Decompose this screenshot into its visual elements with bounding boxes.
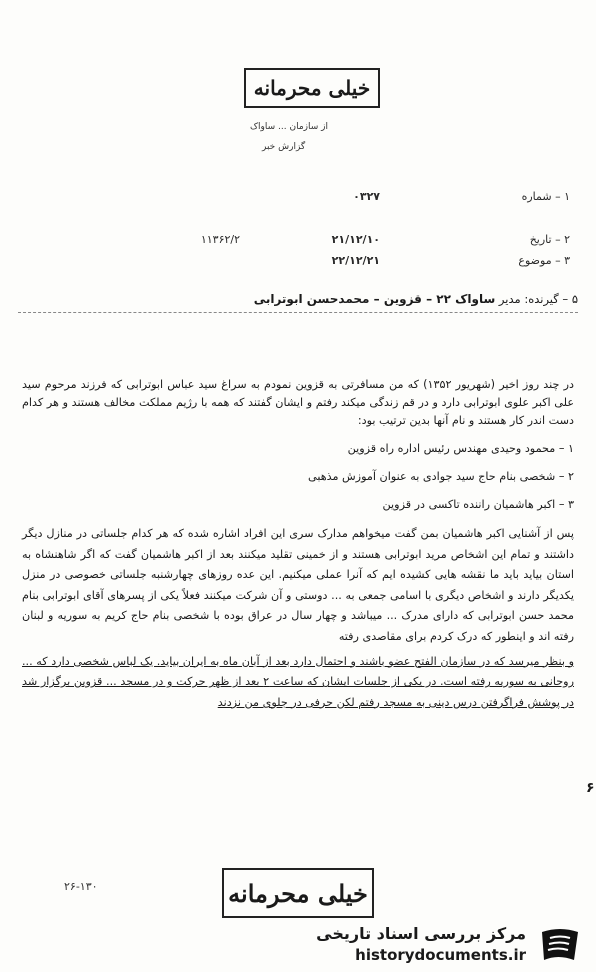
subject-line <box>18 292 578 313</box>
header-row <box>40 190 570 211</box>
subject-label: ۵ – گیرنده: مدیر <box>498 292 578 306</box>
name-list <box>22 440 574 514</box>
header-row-label: ۳ – موضوع <box>518 254 570 267</box>
header-row <box>40 233 570 254</box>
subject-value: ساواک ۲۲ – قزوین – محمدحسن ابوترابی <box>253 292 496 306</box>
paragraph-2: پس از آشنایی اکبر هاشمیان بمن گفت میخواهم مدارک سری این افراد اشاره شده که هر کدام جلساتی در منازل دیگر داشتند و تمام این اشخاص مرید ابوترابی هستند و از خمینی تقلید میکنند بعد از اکبر هاشمیان گفت که اگر شاهنشاه به استان بیاید باید ما نقشه هایی کشیده ایم که آنرا عملی میکنیم. این عده روزهای چهارشنبه جلساتی خصوصی در منزل یکدیگر دارند و اشخاص دیگری با اسامی جمعی به ... دوستی و آن شرکت میکنند فعلاً یکی از پسرهای آقای ابوترابی بنام محمد حسن ابوترابی که دارای مدرک ... میباشد و چهار سال در عراق بوده با شخصی بنام حاج کریم به سوریه و لبنان رفته اند و اینطور که درک کردم برای مقاصدی رفته <box>22 527 574 643</box>
header-row-value: ۲۱/۱۲/۱۰ <box>331 233 380 246</box>
list-item: ۱ – محمود وحیدی مهندس رئیس اداره راه قزوین <box>347 442 574 455</box>
classification-stamp-top: خیلی محرمانه <box>244 68 380 108</box>
header-row-value: ۰۳۲۷ <box>353 190 380 203</box>
scroll-icon <box>536 924 584 966</box>
header-fields <box>40 150 570 275</box>
header-row <box>40 254 570 275</box>
list-item: ۳ – اکبر هاشمیان راننده تاکسی در قزوین <box>382 498 574 511</box>
header-line-1: از سازمان ... ساواک <box>250 122 328 132</box>
header-row-label: ۲ – تاریخ <box>529 233 570 246</box>
logo-url: historydocuments.ir <box>355 946 526 964</box>
paragraph-1: در چند روز اخیر (شهریور ۱۳۵۲) که من مسافرتی به قزوین نمودم به سراغ سید عباس ابوترابی که فرزند مرحوم سید علی اکبر علوی ابوترابی دارد و در قم زندگی میکند رفتم و ایشان گفتند که همه با رژیم مملکت مخالف هستند و هر کدام دست اندر کار هستند و نام آنها بدین ترتیب بود: <box>22 378 574 427</box>
header-row-value: ۲۲/۱۲/۲۱ <box>331 254 380 267</box>
report-body <box>22 376 574 713</box>
list-item: ۲ – شخصی بنام حاج سید جوادی به عنوان آموزش مذهبی <box>308 470 574 483</box>
header-row-value-2: ۱۱۳۶۲/۲ <box>200 233 240 246</box>
header-line-2: گزارش خبر <box>262 142 306 152</box>
logo-title: مرکز بررسی اسناد تاریخی <box>316 924 526 943</box>
header-row-label: ۱ – شماره <box>521 190 570 203</box>
document-number: ۲۶-۱۳۰ <box>64 880 98 893</box>
margin-marker: ۶ <box>586 780 595 796</box>
classification-stamp-bottom: خیلی محرمانه <box>222 868 374 918</box>
paragraph-3: و بنظر میرسد که در سازمان الفتح عضو باشند و احتمال دارد بعد از آبان ماه به ایران بیاید. یک لباس شخصی دارد که ... روحانی به سوریه رفته است. در یکی از جلسات ایشان که ساعت ۲ بعد از ظهر حرکت و در مسجد ... قزوین برگزار شد در پوشش فراگرفتن درس دینی به مسجد رفتم لکن حرفی در جلوی من نزدند <box>22 654 574 709</box>
archive-logo <box>288 922 588 968</box>
